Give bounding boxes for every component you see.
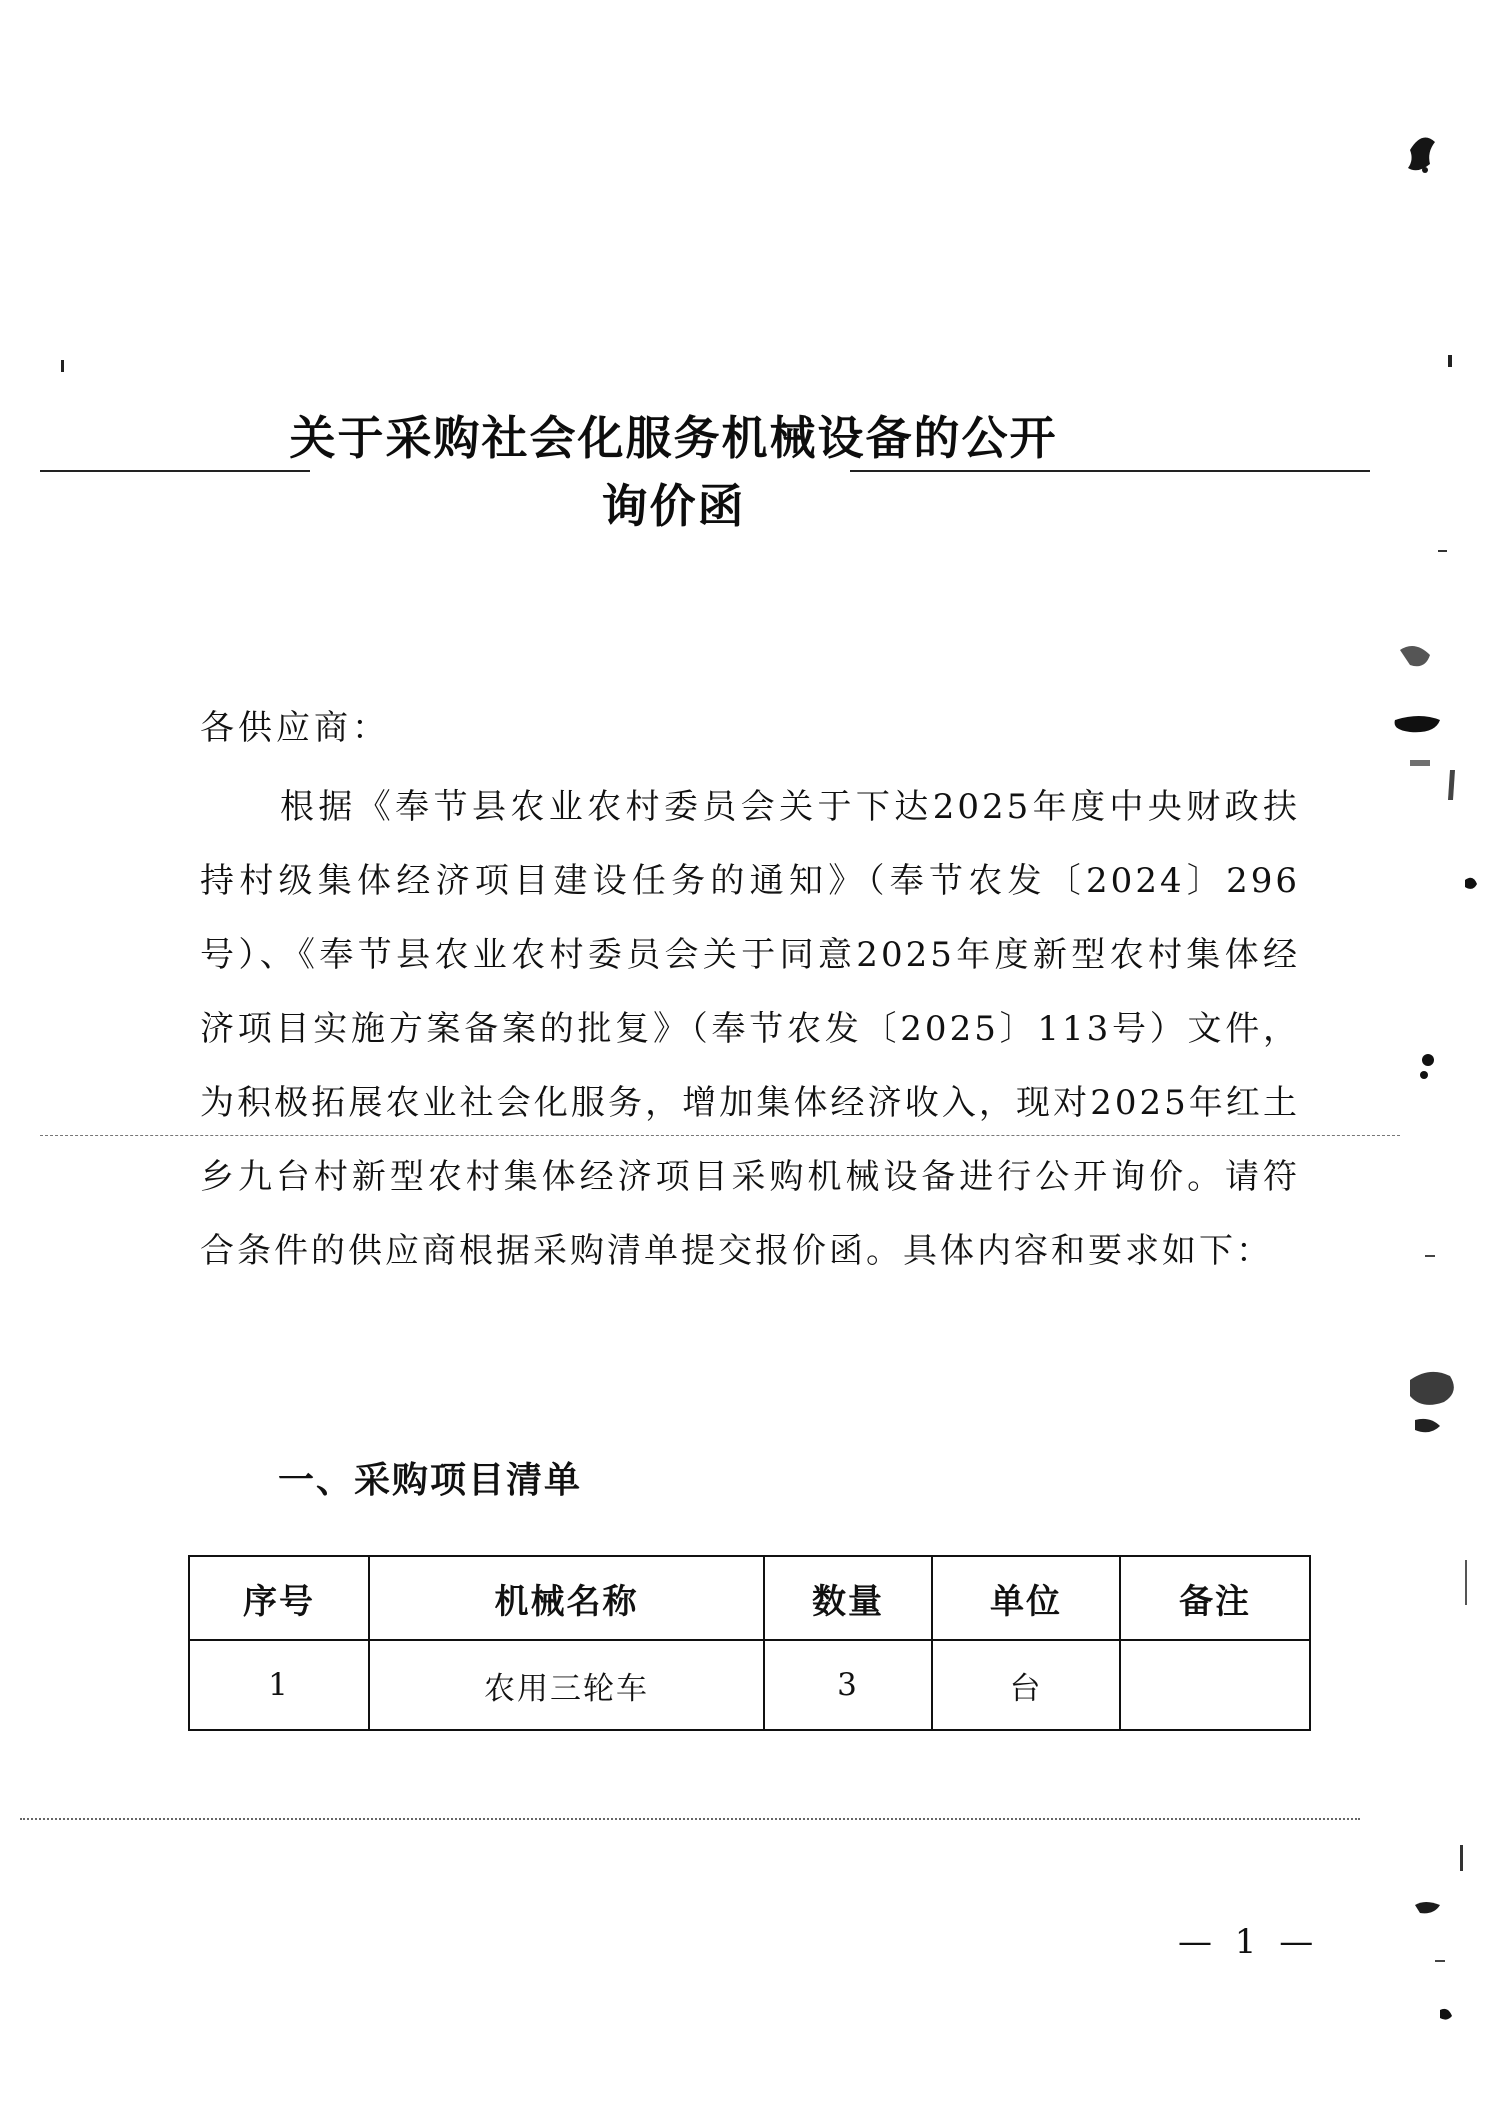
cell-unit: 台 (932, 1640, 1120, 1730)
document-title-line-1: 关于采购社会化服务机械设备的公开 (289, 411, 1058, 465)
scan-line-bottom (20, 1818, 1360, 1820)
cell-quantity: 3 (764, 1640, 932, 1730)
scan-artifacts (1380, 120, 1480, 2080)
cell-remarks (1120, 1640, 1310, 1730)
document-title-line-2: 询价函 (601, 479, 746, 533)
header-unit: 单位 (932, 1556, 1120, 1640)
header-machine-name: 机械名称 (369, 1556, 764, 1640)
table-header-row (189, 1556, 1310, 1640)
table-row (189, 1640, 1310, 1730)
cell-machine-name: 农用三轮车 (369, 1640, 764, 1730)
scan-mark-left (58, 358, 68, 378)
scan-line-middle (40, 1135, 1400, 1136)
page-number: — 1 — (1178, 1922, 1320, 1962)
salutation: 各供应商： (200, 708, 390, 748)
section-heading: 一、采购项目清单 (278, 1460, 583, 1501)
header-remarks: 备注 (1120, 1556, 1310, 1640)
cell-serial: 1 (189, 1640, 369, 1730)
header-serial: 序号 (189, 1556, 369, 1640)
procurement-table (188, 1555, 1311, 1731)
body-paragraph: 根据《奉节县农业农村委员会关于下达2025年度中央财政扶持村级集体经济项目建设任务的通知》（奉节农发〔2024〕296号）、《奉节县农业农村委员会关于同意2025年度新型农村集体经济项目实施方案备案的批复》（奉节农发〔2025〕113号）文件，为积极拓展农业社会化服务，增加集体经济收入，现对2025年红土乡九台村新型农村集体经济项目采购机械设备进行公开询价。请符合条件的供应商根据采购清单提交报价函。具体内容和要求如下： (200, 787, 1300, 1271)
header-quantity: 数量 (764, 1556, 932, 1640)
